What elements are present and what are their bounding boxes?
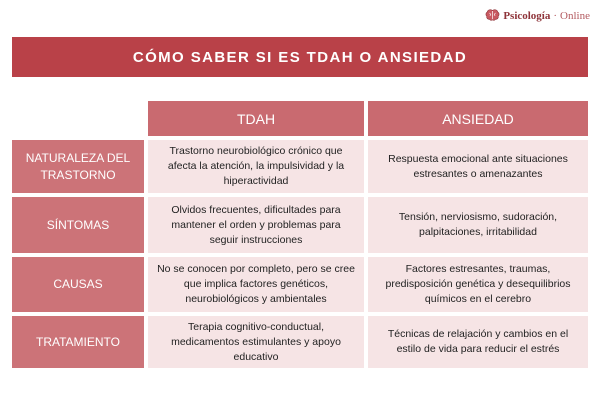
row-header-tratamiento: TRATAMIENTO (12, 316, 144, 368)
brand-logo[interactable] (485, 9, 590, 22)
table-cell-ansiedad: Factores estresantes, traumas, predisposición genética y desequilibrios químicos en el cerebro (368, 257, 588, 312)
table-cell-tdah: No se conocen por completo, pero se cree que implica factores genéticos, neurobiológicos y ambientales (148, 257, 364, 312)
table-cell-ansiedad: Respuesta emocional ante situaciones estresantes o amenazantes (368, 140, 588, 193)
row-header-sintomas: SÍNTOMAS (12, 197, 144, 253)
table-cell-ansiedad: Técnicas de relajación y cambios en el estilo de vida para reducir el estrés (368, 316, 588, 368)
brand-suffix: Online (560, 9, 590, 22)
title-banner (12, 37, 588, 77)
brand-name: Psicología (503, 9, 551, 22)
brain-icon (485, 9, 500, 22)
brand-separator: · (553, 9, 558, 22)
row-header-naturaleza: NATURALEZA DEL TRASTORNO (12, 140, 144, 193)
table-cell-tdah: Trastorno neurobiológico crónico que afecta la atención, la impulsividad y la hiperactividad (148, 140, 364, 193)
table-cell-tdah: Terapia cognitivo-conductual, medicamentos estimulantes y apoyo educativo (148, 316, 364, 368)
column-header-tdah: TDAH (148, 101, 364, 136)
table-cell-ansiedad: Tensión, nerviosismo, sudoración, palpitaciones, irritabilidad (368, 197, 588, 253)
column-header-ansiedad: ANSIEDAD (368, 101, 588, 136)
comparison-table (12, 101, 588, 368)
table-corner (12, 101, 144, 136)
table-cell-tdah: Olvidos frecuentes, dificultades para mantener el orden y problemas para seguir instrucciones (148, 197, 364, 253)
row-header-causas: CAUSAS (12, 257, 144, 312)
page-title: CÓMO SABER SI ES TDAH O ANSIEDAD (132, 48, 468, 66)
